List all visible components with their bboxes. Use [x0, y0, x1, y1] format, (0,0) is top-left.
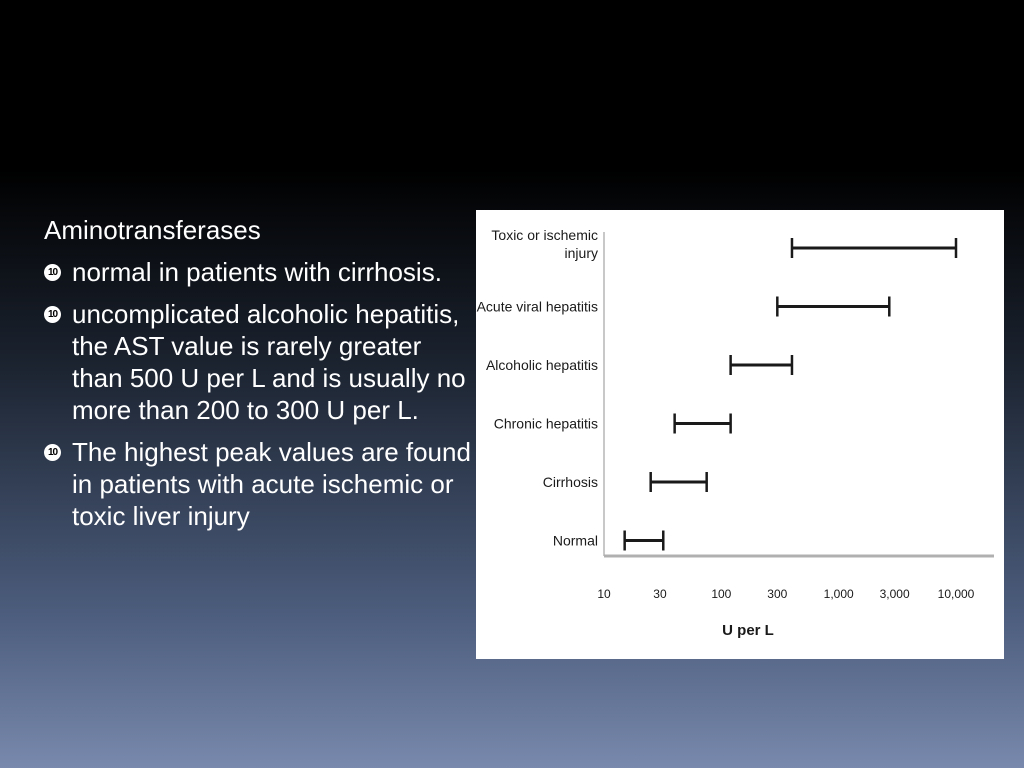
x-tick-label: 30 [653, 587, 667, 601]
category-label: Alcoholic hepatitis [485, 357, 598, 373]
slide-heading: Aminotransferases [44, 215, 261, 245]
x-tick-label: 10 [597, 587, 611, 601]
x-tick-label: 1,000 [823, 587, 854, 601]
bullet-item [44, 436, 474, 532]
x-axis-title: U per L [722, 622, 774, 639]
bullet-text: The highest peak values are found in patients with acute ischemic or toxic liver injury [72, 437, 471, 531]
x-tick-label: 10,000 [937, 587, 975, 601]
category-label: injury [564, 245, 598, 261]
x-tick-label: 100 [711, 587, 732, 601]
range-chart [476, 210, 1004, 659]
x-tick-label: 3,000 [879, 587, 910, 601]
category-label: Cirrhosis [542, 474, 598, 490]
circled-number-ten-icon: 10 [44, 444, 61, 461]
circled-number-ten-icon: 10 [44, 306, 61, 323]
category-label: Chronic hepatitis [493, 415, 598, 432]
chart-panel [476, 210, 1004, 659]
bullet-item [44, 256, 474, 288]
bullet-text: normal in patients with cirrhosis. [72, 257, 442, 287]
category-label: Acute viral hepatitis [476, 298, 598, 315]
circled-number-ten-icon: 10 [44, 264, 61, 281]
category-label: Normal [552, 532, 598, 549]
category-label: Toxic or ischemic [491, 227, 598, 243]
bullet-text: uncomplicated alcoholic hepatitis, the AST value is rarely greater than 500 U per L and is usually no more than 200 to 300 U per L. [72, 299, 466, 425]
slide-text-block [44, 214, 474, 542]
bullet-item [44, 298, 474, 426]
x-tick-label: 300 [767, 587, 788, 601]
